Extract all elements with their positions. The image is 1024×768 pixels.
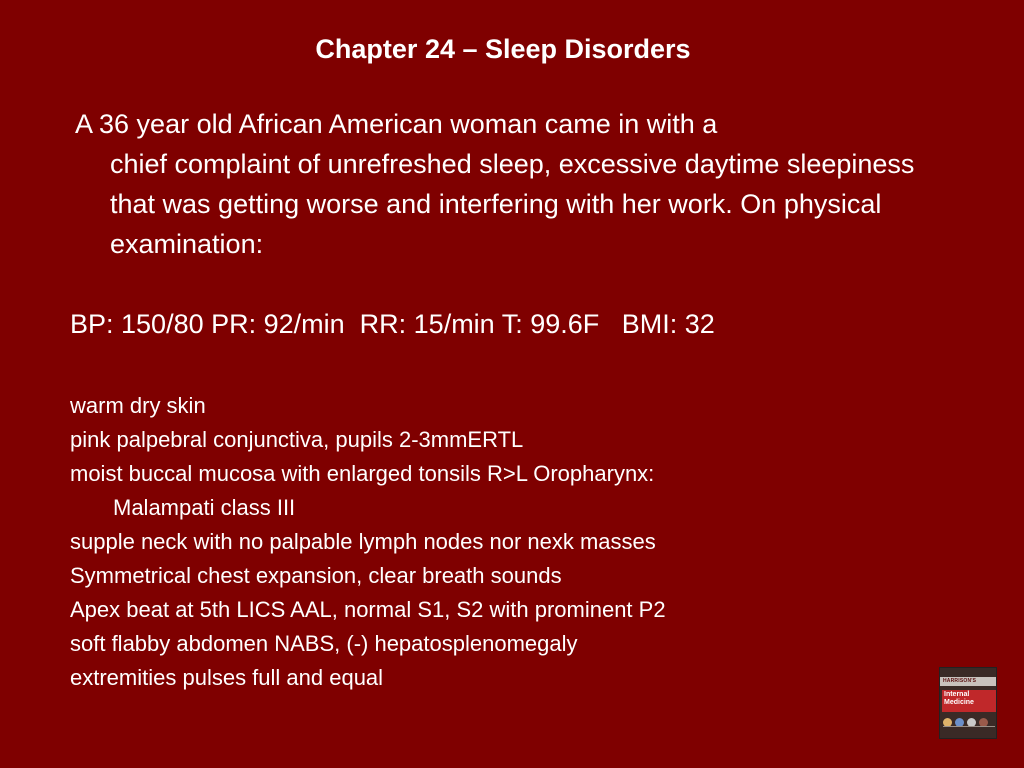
finding-neck: supple neck with no palpable lymph nodes nor nexk masses <box>70 529 656 554</box>
finding-oral-line: moist buccal mucosa with enlarged tonsils R>L Oropharynx: <box>70 461 655 486</box>
finding-skin: warm dry skin <box>70 393 206 418</box>
case-intro <box>75 104 915 264</box>
book-cover-images <box>943 714 995 724</box>
exam-findings-list <box>70 389 910 695</box>
case-intro-continuation: chief complaint of unrefreshed sleep, excessive daytime sleepiness that was getting worse and interfering with her work. On physical examination: <box>110 149 915 259</box>
finding-heart: Apex beat at 5th LICS AAL, normal S1, S2 with prominent P2 <box>70 597 666 622</box>
vital-signs: BP: 150/80 PR: 92/min RR: 15/min T: 99.6F BMI: 32 <box>70 309 715 339</box>
finding-oral-continuation: Malampati class III <box>113 495 296 520</box>
book-brand: HARRISON'S <box>943 678 977 684</box>
book-title-line1: Internal <box>944 691 970 698</box>
finding-abdomen: soft flabby abdomen NABS, (-) hepatosplenomegaly <box>70 631 578 656</box>
finding-chest: Symmetrical chest expansion, clear breath sounds <box>70 563 562 588</box>
book-title <box>944 691 994 707</box>
book-cover-thumbnail <box>939 667 997 739</box>
finding-extremities: extremities pulses full and equal <box>70 665 384 690</box>
finding-eyes: pink palpebral conjunctiva, pupils 2-3mmERTL <box>70 427 524 452</box>
slide-title: Chapter 24 – Sleep Disorders <box>315 34 691 64</box>
case-intro-first-line: A 36 year old African American woman came in with a <box>75 109 718 139</box>
book-title-line2: Medicine <box>944 699 974 706</box>
finding-oral <box>70 457 910 525</box>
book-authors-band <box>943 726 995 737</box>
